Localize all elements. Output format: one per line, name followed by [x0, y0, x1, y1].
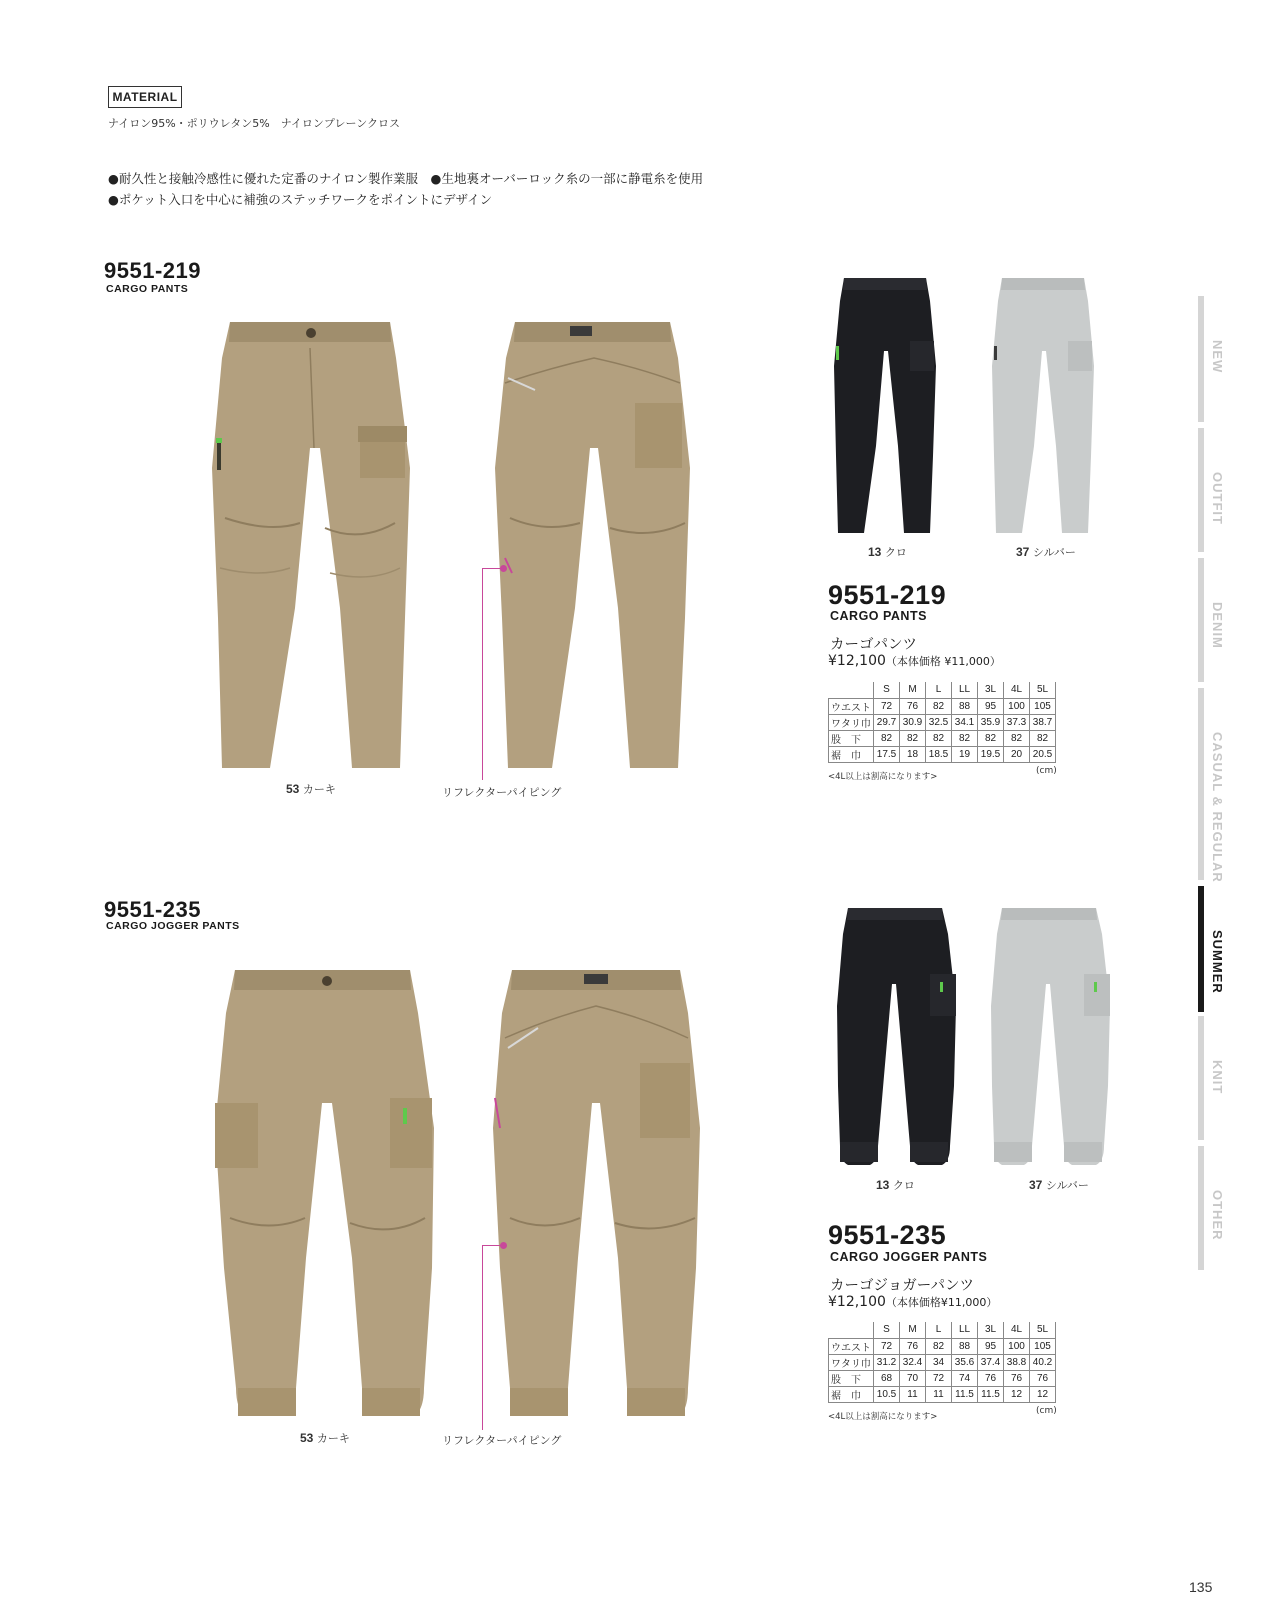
size-cell: 88: [952, 698, 978, 714]
side-tab-knit[interactable]: KNIT: [1210, 1060, 1225, 1095]
size-header-cell: 5L: [1030, 682, 1056, 698]
swatch-caption-black: 13 クロ: [868, 545, 907, 559]
size-cell: 34: [926, 1354, 952, 1370]
size-cell: 37.3: [1004, 714, 1030, 730]
size-cell: 11.5: [978, 1386, 1004, 1402]
size-header-cell: 3L: [978, 682, 1004, 698]
product-photo-front: [200, 318, 430, 773]
reflector-callout-dot: [500, 1242, 507, 1249]
size-cell: 38.7: [1030, 714, 1056, 730]
size-cell: 35.9: [978, 714, 1004, 730]
side-tab-bar[interactable]: [1198, 558, 1204, 682]
side-tab-casual-regular[interactable]: CASUAL & REGULAR: [1210, 732, 1225, 883]
size-row-label: ウエスト: [829, 1338, 874, 1354]
size-note: <4L以上は割高になります>: [828, 1412, 938, 1422]
size-table-row: [829, 1370, 1056, 1386]
size-header-cell: 4L: [1004, 1322, 1030, 1338]
size-cell: 37.4: [978, 1354, 1004, 1370]
product-name-jp: カーゴパンツ: [830, 637, 917, 653]
side-tab-bar[interactable]: [1198, 296, 1204, 422]
size-cell: 11: [900, 1386, 926, 1402]
size-cell: 100: [1004, 1338, 1030, 1354]
product-type: CARGO JOGGER PANTS: [830, 1250, 988, 1264]
size-cell: 76: [978, 1370, 1004, 1386]
size-cell: 20: [1004, 746, 1030, 762]
size-note: <4L以上は割高になります>: [828, 772, 938, 782]
size-cell: 30.9: [900, 714, 926, 730]
page-number: 135: [1189, 1579, 1213, 1595]
size-cell: 82: [952, 730, 978, 746]
size-cell: 74: [952, 1370, 978, 1386]
size-header-cell: 3L: [978, 1322, 1004, 1338]
size-cell: 19: [952, 746, 978, 762]
size-header-cell: M: [900, 682, 926, 698]
size-header-cell: LL: [952, 1322, 978, 1338]
size-cell: 105: [1030, 698, 1056, 714]
size-cell: 105: [1030, 1338, 1056, 1354]
product-photo-back: [490, 318, 700, 773]
size-table-wrap: [828, 1322, 1056, 1403]
size-row-label: ワタリ巾: [829, 1354, 874, 1370]
size-header-cell: S: [874, 1322, 900, 1338]
size-table-row: [829, 1354, 1056, 1370]
size-table-row: [829, 730, 1056, 746]
product-photo-back: [490, 968, 705, 1423]
size-row-label: ワタリ巾: [829, 714, 874, 730]
size-cell: 70: [900, 1370, 926, 1386]
side-tab-bar[interactable]: [1198, 886, 1204, 1012]
size-row-label: 股 下: [829, 730, 874, 746]
front-caption: 53 カーキ: [300, 1431, 350, 1445]
size-cell: 18.5: [926, 746, 952, 762]
feature-line-1: ●耐久性と接触冷感性に優れた定番のナイロン製作業服 ●生地裏オーバーロック糸の一部に静電糸を使用: [108, 171, 704, 186]
size-cell: 100: [1004, 698, 1030, 714]
swatch-photo-black: [830, 276, 942, 536]
size-table-row: [829, 1338, 1056, 1354]
material-text: ナイロン95%・ポリウレタン5% ナイロンプレーンクロス: [108, 117, 401, 130]
side-tab-denim[interactable]: DENIM: [1210, 602, 1225, 649]
size-cell: 11.5: [952, 1386, 978, 1402]
swatch-photo-silver: [988, 906, 1114, 1168]
size-table-row: [829, 746, 1056, 762]
size-cell: 72: [874, 1338, 900, 1354]
product-type: CARGO PANTS: [830, 609, 927, 623]
size-cell: 34.1: [952, 714, 978, 730]
product-code: 9551-219: [828, 580, 947, 610]
side-tab-new[interactable]: NEW: [1210, 340, 1225, 374]
size-row-label: 裾 巾: [829, 746, 874, 762]
size-cell: 38.8: [1004, 1354, 1030, 1370]
size-table: [828, 1322, 1056, 1403]
size-cell: 10.5: [874, 1386, 900, 1402]
product-price: ¥12,100（本体価格 ¥11,000）: [828, 653, 1001, 669]
size-cell: 82: [900, 730, 926, 746]
size-header-cell: S: [874, 682, 900, 698]
size-table-row: [829, 698, 1056, 714]
product-code-heading: 9551-235: [104, 897, 201, 922]
reflector-caption: リフレクターパイピング: [442, 1434, 562, 1447]
size-header-cell: L: [926, 682, 952, 698]
size-cell: 40.2: [1030, 1354, 1056, 1370]
size-cell: 76: [900, 1338, 926, 1354]
product-code: 9551-235: [828, 1220, 947, 1250]
size-table-row: [829, 1386, 1056, 1402]
side-tab-bar[interactable]: [1198, 1016, 1204, 1140]
size-row-label: 股 下: [829, 1370, 874, 1386]
swatch-caption-silver: 37 シルバー: [1016, 545, 1076, 559]
size-cell: 11: [926, 1386, 952, 1402]
size-table-header: [829, 1322, 1056, 1338]
product-type-heading: CARGO PANTS: [106, 283, 189, 295]
size-cell: 18: [900, 746, 926, 762]
side-tab-bar[interactable]: [1198, 428, 1204, 552]
size-cell: 82: [874, 730, 900, 746]
product-photo-front: [210, 968, 445, 1423]
size-cell: 20.5: [1030, 746, 1056, 762]
size-cell: 76: [900, 698, 926, 714]
size-header-cell: LL: [952, 682, 978, 698]
side-tab-bar[interactable]: [1198, 688, 1204, 880]
size-cell: 82: [926, 1338, 952, 1354]
reflector-callout-vertical: [482, 568, 483, 780]
size-table-row: [829, 714, 1056, 730]
size-unit: (cm): [1036, 1406, 1057, 1416]
size-header-cell: 4L: [1004, 682, 1030, 698]
reflector-caption: リフレクターパイピング: [442, 786, 562, 799]
size-header-cell: M: [900, 1322, 926, 1338]
product-type-heading: CARGO JOGGER PANTS: [106, 920, 240, 932]
size-table-corner: [829, 682, 874, 698]
size-header-cell: 5L: [1030, 1322, 1056, 1338]
size-cell: 19.5: [978, 746, 1004, 762]
swatch-photo-silver: [988, 276, 1100, 536]
size-table-corner: [829, 1322, 874, 1338]
size-row-label: 裾 巾: [829, 1386, 874, 1402]
size-cell: 29.7: [874, 714, 900, 730]
size-cell: 82: [926, 730, 952, 746]
size-unit: (cm): [1036, 766, 1057, 776]
material-badge: MATERIAL: [108, 86, 182, 108]
product-name-jp: カーゴジョガーパンツ: [830, 1278, 974, 1294]
size-cell: 76: [1004, 1370, 1030, 1386]
reflector-callout-vertical: [482, 1245, 483, 1430]
side-tab-outfit[interactable]: OUTFIT: [1210, 472, 1225, 525]
swatch-photo-black: [834, 906, 960, 1168]
size-cell: 88: [952, 1338, 978, 1354]
size-row-label: ウエスト: [829, 698, 874, 714]
size-cell: 82: [926, 698, 952, 714]
feature-line-2: ●ポケット入口を中心に補強のステッチワークをポイントにデザイン: [108, 192, 493, 207]
size-cell: 72: [926, 1370, 952, 1386]
size-cell: 95: [978, 1338, 1004, 1354]
size-table: [828, 682, 1056, 763]
side-tab-bar[interactable]: [1198, 1146, 1204, 1270]
front-caption: 53 カーキ: [286, 782, 336, 796]
size-cell: 68: [874, 1370, 900, 1386]
size-header-cell: L: [926, 1322, 952, 1338]
size-cell: 32.4: [900, 1354, 926, 1370]
product-price: ¥12,100（本体価格¥11,000）: [828, 1294, 998, 1310]
size-cell: 82: [978, 730, 1004, 746]
side-tab-summer[interactable]: SUMMER: [1210, 930, 1225, 994]
size-cell: 12: [1030, 1386, 1056, 1402]
size-cell: 72: [874, 698, 900, 714]
size-cell: 12: [1004, 1386, 1030, 1402]
size-table-header: [829, 682, 1056, 698]
size-cell: 95: [978, 698, 1004, 714]
size-cell: 82: [1004, 730, 1030, 746]
size-cell: 35.6: [952, 1354, 978, 1370]
size-cell: 76: [1030, 1370, 1056, 1386]
reflector-callout-dot: [500, 565, 507, 572]
size-cell: 31.2: [874, 1354, 900, 1370]
side-tab-other[interactable]: OTHER: [1210, 1190, 1225, 1241]
size-cell: 32.5: [926, 714, 952, 730]
size-cell: 82: [1030, 730, 1056, 746]
swatch-caption-black: 13 クロ: [876, 1178, 915, 1192]
size-table-wrap: [828, 682, 1056, 763]
size-cell: 17.5: [874, 746, 900, 762]
product-code-heading: 9551-219: [104, 258, 201, 283]
swatch-caption-silver: 37 シルバー: [1029, 1178, 1089, 1192]
